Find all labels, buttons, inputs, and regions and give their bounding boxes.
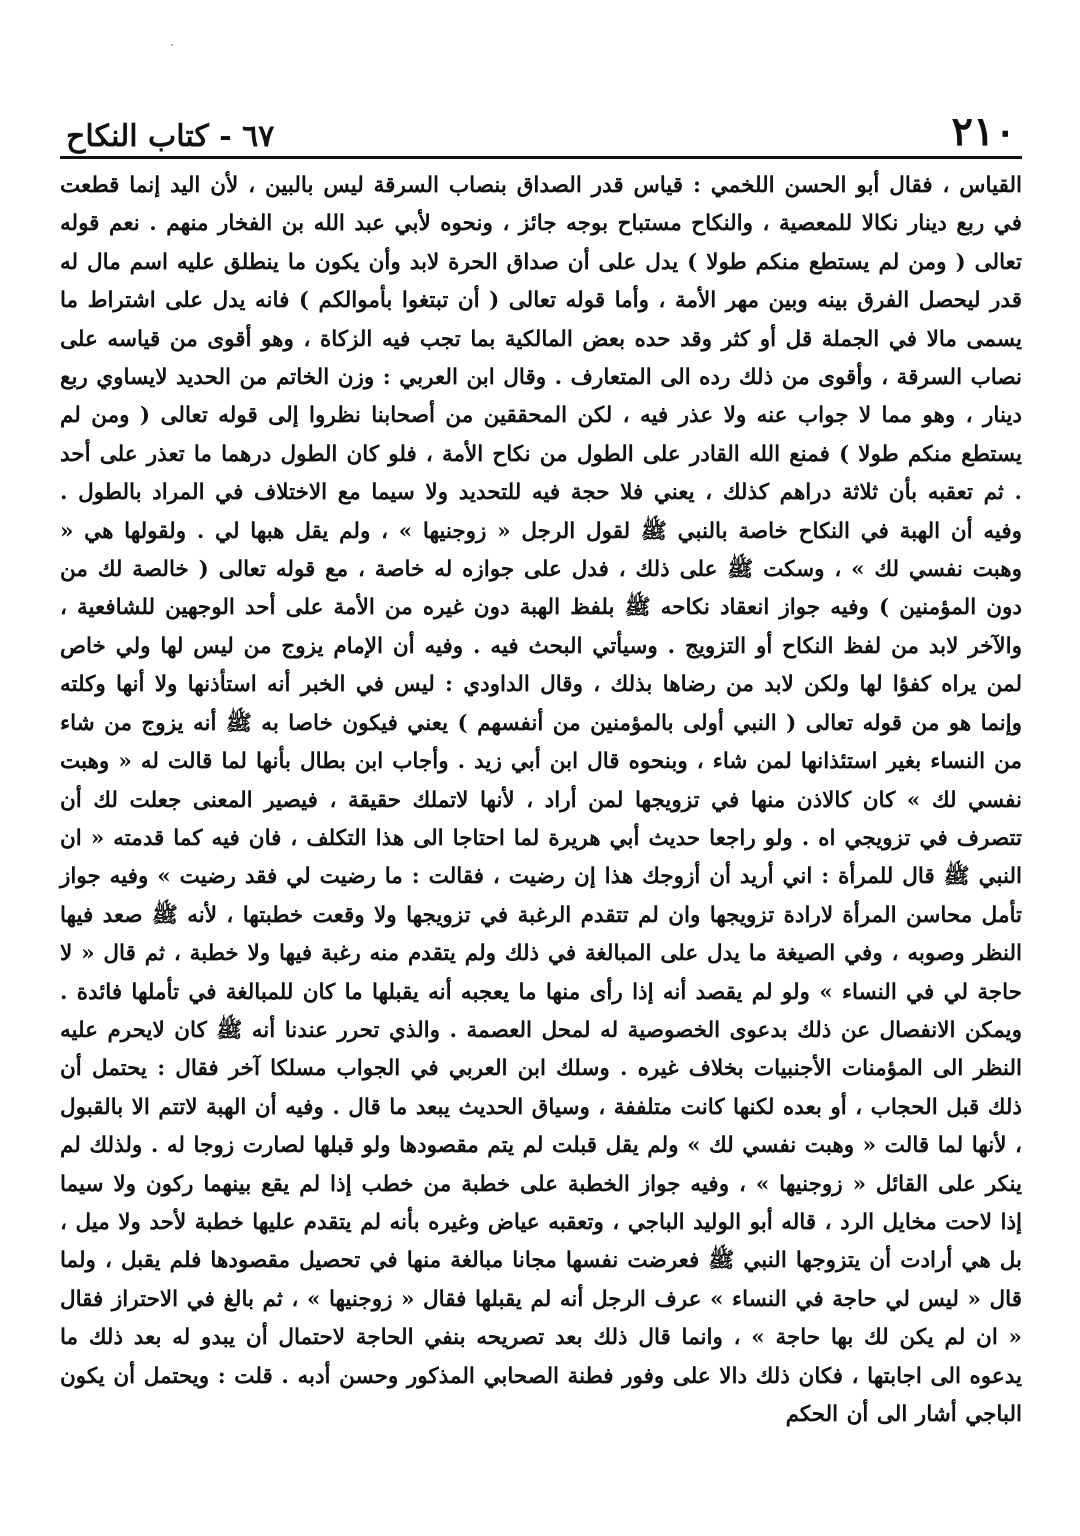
body-text [60,167,1022,1434]
page-header [60,96,1022,156]
running-title: ٦٧ - كتاب النكاح [66,119,275,154]
header-rule [60,156,1022,159]
body-paragraph: القياس ، فقال أبو الحسن اللخمي : قياس قدر الصداق بنصاب السرقة ليس بالبين ، لأن اليد إنما قطعت في ربع دينار نكالا للمعصية ، والنكاح مستباح بوجه جائز ، ونحوه لأبي عبد الله بن الفخار منهم . نعم قوله تعالى ( ومن لم يستطع منكم طولا ) يدل على أن صداق الحرة لابد وأن يكون ما ينطلق عليه اسم مال له قدر ليحصل الفرق بينه وبين مهر الأمة ، وأما قوله تعالى ( أن تبتغوا بأموالكم ) فانه يدل على اشتراط ما يسمى مالا في الجملة قل أو كثر وقد حده بعض المالكية بما تجب فيه الزكاة ، وهو أقوى من قياسه على نصاب السرقة ، وأقوى من ذلك رده الى المتعارف . وقال ابن العربي : وزن الخاتم من الحديد لايساوي ربع دينار ، وهو مما لا جواب عنه ولا عذر فيه ، لكن المحققين من أصحابنا نظروا إلى قوله تعالى ( ومن لم يستطع منكم طولا ) فمنع الله القادر على الطول من نكاح الأمة ، فلو كان الطول درهما ما تعذر على أحد . ثم تعقبه بأن ثلاثة دراهم كذلك ، يعني فلا حجة فيه للتحديد ولا سيما مع الاختلاف في المراد بالطول . وفيه أن الهبة في النكاح خاصة بالنبي ﷺ لقول الرجل « زوجنيها » ، ولم يقل هبها لي . ولقولها هي « وهبت نفسي لك » ، وسكت ﷺ على ذلك ، فدل على جوازه له خاصة ، مع قوله تعالى ( خالصة لك من دون المؤمنين ) وفيه جواز انعقاد نكاحه ﷺ بلفظ الهبة دون غيره من الأمة على أحد الوجهين للشافعية ، والآخر لابد من لفظ النكاح أو التزويج . وسيأتي البحث فيه . وفيه أن الإمام يزوج من ليس لها ولي خاص لمن يراه كفؤا لها ولكن لابد من رضاها بذلك ، وقال الداودي : ليس في الخبر أنه استأذنها ولا أنها وكلته وإنما هو من قوله تعالى ( النبي أولى بالمؤمنين من أنفسهم ) يعني فيكون خاصا به ﷺ أنه يزوج من شاء من النساء بغير استئذانها لمن شاء ، وبنحوه قال ابن أبي زيد . وأجاب ابن بطال بأنها لما قالت له « وهبت نفسي لك » كان كالاذن منها في تزويجها لمن أراد ، لأنها لاتملك حقيقة ، فيصير المعنى جعلت لك أن تتصرف في تزويجي اه . ولو راجعا حديث أبي هريرة لما احتاجا الى هذا التكلف ، فان فيه كما قدمته « ان النبي ﷺ قال للمرأة : اني أريد أن أزوجك هذا إن رضيت ، فقالت : ما رضيت لي فقد رضيت » وفيه جواز تأمل محاسن المرأة لارادة تزويجها وان لم تتقدم الرغبة في تزويجها ولا وقعت خطبتها ، لأنه ﷺ صعد فيها النظر وصوبه ، وفي الصيغة ما يدل على المبالغة في ذلك ولم يتقدم منه رغبة فيها ولا خطبة ، ثم قال « لا حاجة لي في النساء » ولو لم يقصد أنه إذا رأى منها ما يعجبه أنه يقبلها ما كان للمبالغة في تأملها فائدة . ويمكن الانفصال عن ذلك بدعوى الخصوصية له لمحل العصمة . والذي تحرر عندنا أنه ﷺ كان لايحرم عليه النظر الى المؤمنات الأجنبيات بخلاف غيره . وسلك ابن العربي في الجواب مسلكا آخر فقال : يحتمل أن ذلك قبل الحجاب ، أو بعده لكنها كانت متلففة ، وسياق الحديث يبعد ما قال . وفيه أن الهبة لاتتم الا بالقبول ، لأنها لما قالت « وهبت نفسي لك » ولم يقل قبلت لم يتم مقصودها ولو قبلها لصارت زوجا له . ولذلك لم ينكر على القائل « زوجنيها » ، وفيه جواز الخطبة على خطبة من خطب إذا لم يقع بينهما ركون ولا سيما إذا لاحت مخايل الرد ، قاله أبو الوليد الباجي ، وتعقبه عياض وغيره بأنه لم يتقدم عليها خطبة لأحد ولا ميل ، بل هي أرادت أن يتزوجها النبي ﷺ فعرضت نفسها مجانا مبالغة منها في تحصيل مقصودها فلم يقبل ، ولما قال « ليس لي حاجة في النساء » عرف الرجل أنه لم يقبلها فقال « زوجنيها » ، ثم بالغ في الاحتراز فقال « ان لم يكن لك بها حاجة » ، وانما قال ذلك بعد تصريحه بنفي الحاجة لاحتمال أن يبدو له بعد ذلك ما يدعوه الى اجابتها ، فكان ذلك دالا على وفور فطنة الصحابي المذكور وحسن أدبه . قلت : ويحتمل أن يكون الباجي أشار الى أن الحكم [60,173,1022,1427]
page-number: ٢١٠ [951,108,1016,155]
scan-speck [171,44,173,46]
